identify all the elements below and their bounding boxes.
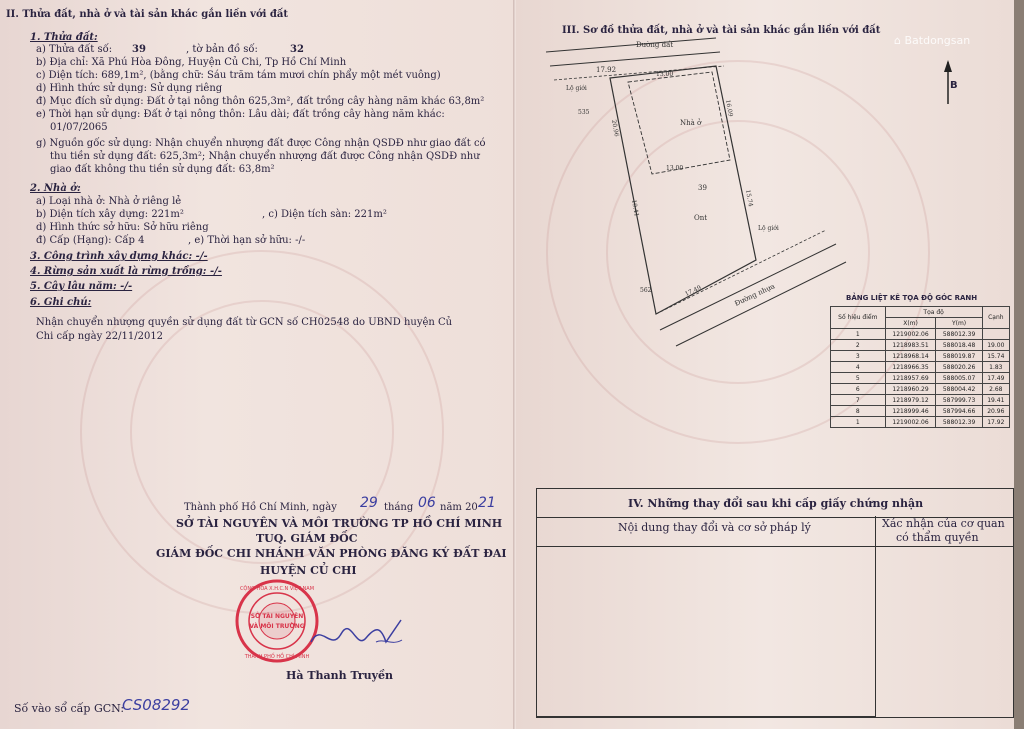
seal-text-1: SỞ TÀI NGUYÊN: [250, 613, 304, 620]
issue-year: 21: [478, 495, 496, 511]
house-build-area: b) Diện tích xây dựng: 221m²: [36, 209, 184, 220]
coord-row: [831, 373, 1010, 384]
issue-date-prefix: Thành phố Hồ Chí Minh, ngày: [184, 502, 337, 513]
setback-label-top: Lộ giới: [566, 85, 587, 92]
house-width-top: 13.00: [656, 71, 674, 78]
col-x-header: X(m): [885, 318, 936, 329]
coord-cell-y: 588005.07: [936, 373, 982, 384]
table-edge: [1014, 0, 1024, 729]
north-letter: B: [950, 80, 958, 91]
neighbor-535: 535: [578, 109, 590, 116]
gcn-register-number: CS08292: [122, 696, 190, 714]
coord-cell-p: 5: [831, 373, 886, 384]
coord-cell-c: 17.49: [982, 373, 1009, 384]
coord-cell-p: 1: [831, 329, 886, 340]
road-top-label: Đường đất: [636, 41, 674, 49]
bottom-edge-length: 17.49: [683, 284, 703, 298]
notes-heading: 6. Ghi chú:: [30, 297, 92, 308]
batdongsan-logo: ⌂ Batdongsan: [894, 34, 971, 47]
map-sheet-number: 32: [290, 44, 304, 55]
note-line-2: Chi cấp ngày 22/11/2012: [36, 331, 164, 342]
house-ownership: d) Hình thức sở hữu: Sở hữu riêng: [36, 222, 209, 233]
usage-purpose-line: đ) Mục đích sử dụng: Đất ở tại nông thôn 625,3m², đất trồng cây hàng năm khác 63,8m²: [36, 96, 485, 107]
coord-cell-x: 1218979.12: [885, 395, 936, 406]
coord-cell-c: 1.83: [982, 362, 1009, 373]
house-floor-area: , c) Diện tích sàn: 221m²: [262, 209, 387, 220]
changes-title: IV. Những thay đổi sau khi cấp giấy chứng nhận: [628, 497, 924, 510]
house-width-bottom: 13.00: [666, 165, 684, 172]
col-coord-header: Tọa độ: [885, 307, 982, 318]
land-type-label: Ont: [694, 214, 708, 222]
usage-term-date: 01/07/2065: [50, 122, 108, 133]
dirt-road-line-2: [550, 52, 720, 66]
coord-cell-x: 1218983.51: [885, 340, 936, 351]
note-line-1: Nhận chuyển nhượng quyền sử dụng đất từ GCN số CH02548 do UBND huyện Củ: [36, 317, 453, 328]
coord-cell-p: 7: [831, 395, 886, 406]
parcel-sketch: [536, 30, 856, 350]
gcn-register-label: Số vào sổ cấp GCN:: [14, 702, 125, 715]
issue-month: 06: [418, 495, 436, 511]
coord-cell-y: 588004.42: [936, 384, 982, 395]
coord-cell-c: 20.96: [982, 406, 1009, 417]
authorization-line: TUQ. GIÁM ĐỐC: [256, 532, 358, 545]
seal-text-bottom: THÀNH PHỐ HỒ CHÍ MINH: [244, 654, 310, 660]
handwritten-signature: [306, 612, 406, 662]
coord-cell-p: 8: [831, 406, 886, 417]
house-heading: 2. Nhà ở:: [30, 183, 81, 194]
coord-row: [831, 351, 1010, 362]
seal-text-2: VÀ MÔI TRƯỜNG: [249, 623, 305, 630]
changes-col2-header-2: có thẩm quyền: [896, 531, 979, 544]
paved-road-line-1: [660, 244, 836, 330]
dirt-road-line-1: [546, 38, 716, 52]
usage-term-line: e) Thời hạn sử dụng: Đất ở tại nông thôn: Lâu dài; đất trồng cây hàng năm khác:: [36, 109, 445, 120]
changes-col2-header-1: Xác nhận của cơ quan: [882, 517, 1005, 530]
left-edge-length-2: 20.96: [610, 119, 620, 138]
issuing-department: SỞ TÀI NGUYÊN VÀ MÔI TRƯỜNG TP HỒ CHÍ MINH: [176, 517, 503, 530]
coord-cell-y: 588018.48: [936, 340, 982, 351]
house-footprint: [628, 72, 730, 174]
coord-cell-c: 15.74: [982, 351, 1009, 362]
coord-cell-p: 4: [831, 362, 886, 373]
coord-cell-x: 1218999.46: [885, 406, 936, 417]
col-edge-header: Cạnh: [982, 307, 1009, 329]
right-edge-length: 15.74: [744, 189, 754, 208]
planted-forest: 4. Rừng sản xuất là rừng trồng: -/-: [30, 266, 222, 277]
coord-cell-y: 588019.87: [936, 351, 982, 362]
coord-cell-y: 588012.39: [936, 329, 982, 340]
house-ownership-term: , e) Thời hạn sở hữu: -/-: [188, 235, 306, 246]
coord-cell-c: 17.92: [982, 417, 1009, 428]
road-bottom-label: Đường nhựa: [733, 282, 777, 308]
coord-cell-x: 1218966.35: [885, 362, 936, 373]
coord-row: [831, 417, 1010, 428]
col-point-header: Số hiệu điểm: [831, 307, 886, 329]
coord-header-row: [831, 307, 1010, 318]
left-edge-length-1: 19.41: [630, 199, 640, 218]
branch-director-title: GIÁM ĐỐC CHI NHÁNH VĂN PHÒNG ĐĂNG KÝ ĐẤT ĐAI: [156, 547, 507, 560]
other-construction: 3. Công trình xây dựng khác: -/-: [30, 251, 208, 262]
coord-row: [831, 329, 1010, 340]
origin-line-3: giao đất không thu tiền sử dụng đất: 63,8m²: [50, 164, 275, 175]
parcel-boundary: [610, 66, 756, 314]
coord-table-title: BẢNG LIỆT KÊ TỌA ĐỘ GÓC RANH: [846, 294, 978, 302]
coord-cell-y: 588020.26: [936, 362, 982, 373]
house-label: Nhà ở: [680, 119, 702, 127]
coord-cell-x: 1218968.14: [885, 351, 936, 362]
paved-road-line-2: [676, 262, 846, 346]
home-icon: ⌂: [894, 34, 901, 47]
origin-line-2: thu tiền sử dụng đất: 625,3m²; Nhận chuyển nhượng đất được Công nhận QSDĐ như: [50, 151, 480, 162]
coord-cell-y: 588012.39: [936, 417, 982, 428]
issue-month-label: tháng: [384, 502, 414, 513]
coord-row: [831, 395, 1010, 406]
house-grade: đ) Cấp (Hạng): Cấp 4: [36, 235, 145, 246]
issue-day: 29: [360, 495, 378, 511]
address-line: b) Địa chỉ: Xã Phú Hòa Đông, Huyện Củ Chi, Tp Hồ Chí Minh: [36, 57, 347, 68]
area-line: c) Diện tích: 689,1m², (bằng chữ: Sáu trăm tám mươi chín phẩy một mét vuông): [36, 70, 441, 81]
neighbor-562: 562: [640, 287, 652, 294]
origin-line-1: g) Nguồn gốc sử dụng: Nhận chuyển nhượng đất được Công nhận QSDĐ như giao đất có: [36, 138, 486, 149]
coord-cell-c: 2.68: [982, 384, 1009, 395]
issue-year-label: năm 20: [440, 502, 478, 513]
parcel-number: 39: [132, 44, 146, 55]
col-y-header: Y(m): [936, 318, 982, 329]
coord-row: [831, 362, 1010, 373]
coord-cell-p: 1: [831, 417, 886, 428]
signer-name: Hà Thanh Truyền: [286, 669, 394, 682]
coord-row: [831, 384, 1010, 395]
changes-col1-header: Nội dung thay đổi và cơ sở pháp lý: [618, 521, 811, 534]
coordinate-table: [830, 306, 1010, 428]
coord-cell-c: [982, 329, 1009, 340]
coord-row: [831, 406, 1010, 417]
usage-form-line: d) Hình thức sử dụng: Sử dụng riêng: [36, 83, 223, 94]
coord-row: [831, 340, 1010, 351]
coord-cell-c: 19.41: [982, 395, 1009, 406]
parcel-number-label: 39: [698, 184, 707, 192]
parcel-heading: 1. Thửa đất:: [30, 32, 98, 43]
coord-cell-x: 1219002.06: [885, 417, 936, 428]
coord-cell-p: 6: [831, 384, 886, 395]
coord-cell-x: 1218957.69: [885, 373, 936, 384]
perennial-trees: 5. Cây lâu năm: -/-: [30, 281, 133, 292]
top-edge-length: 17.92: [596, 66, 617, 74]
coord-cell-x: 1218960.29: [885, 384, 936, 395]
coord-cell-c: 19.00: [982, 340, 1009, 351]
house-depth: 16.09: [724, 99, 734, 118]
parcel-number-label: a) Thửa đất số:: [36, 44, 113, 55]
coord-cell-y: 587999.73: [936, 395, 982, 406]
map-sheet-label: , tờ bản đồ số:: [186, 44, 258, 55]
setback-label-bottom: Lộ giới: [758, 225, 779, 232]
coord-cell-p: 2: [831, 340, 886, 351]
coord-cell-p: 3: [831, 351, 886, 362]
district-name: HUYỆN CỦ CHI: [260, 564, 357, 577]
coord-cell-x: 1219002.06: [885, 329, 936, 340]
house-type: a) Loại nhà ở: Nhà ở riêng lẻ: [36, 196, 182, 207]
seal-text-top: CỘNG HÒA X.H.C.N VIỆT NAM: [239, 586, 315, 592]
section-3-title: III. Sơ đồ thửa đất, nhà ở và tài sản khác gắn liền với đất: [562, 25, 881, 36]
section-2-title: II. Thửa đất, nhà ở và tài sản khác gắn liền với đất: [6, 9, 289, 20]
coord-cell-y: 587994.66: [936, 406, 982, 417]
